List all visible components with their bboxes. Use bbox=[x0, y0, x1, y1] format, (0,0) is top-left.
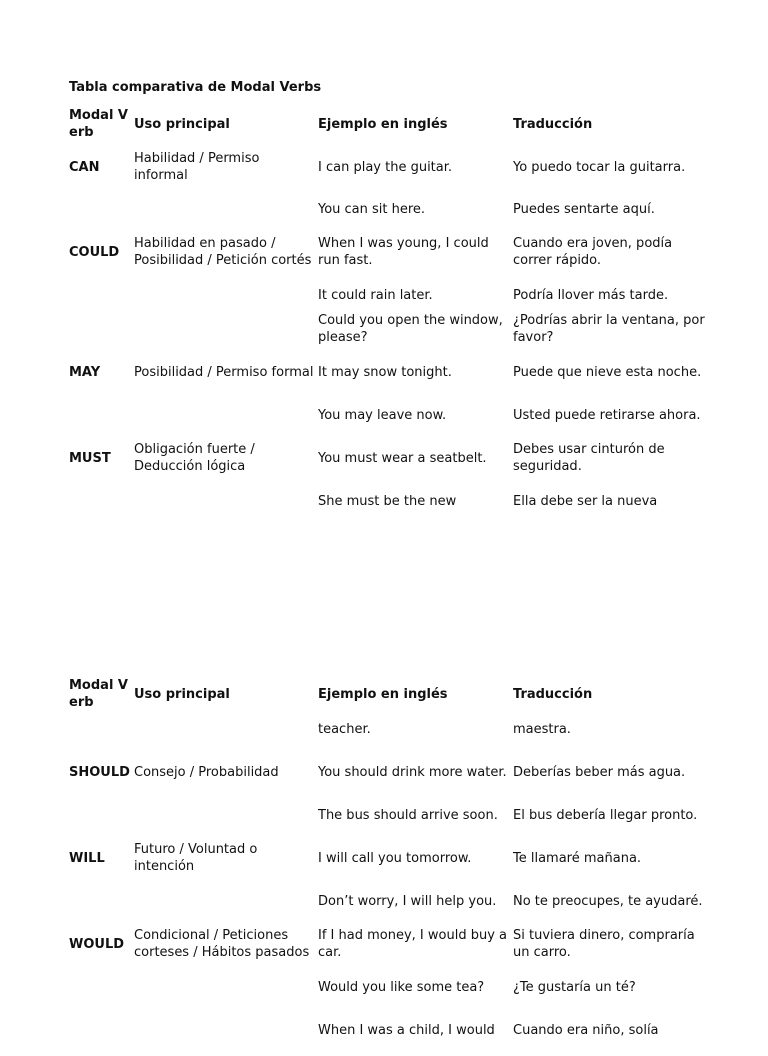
modal-verb-cell: WOULD bbox=[69, 936, 125, 952]
translation-cell: Cuando era joven, podía correr rápido. bbox=[513, 236, 673, 268]
example-cell: It may snow tonight. bbox=[318, 364, 452, 380]
usage-cell: Futuro / Voluntad o intención bbox=[134, 842, 258, 874]
example-cell: She must be the new bbox=[318, 493, 457, 509]
table-row bbox=[69, 712, 709, 746]
translation-cell: Usted puede retirarse ahora. bbox=[513, 407, 701, 423]
table-header-row bbox=[69, 676, 709, 712]
modal-verb-cell: SHOULD bbox=[69, 764, 130, 780]
usage-cell: Obligación fuerte / Deducción lógica bbox=[134, 442, 255, 474]
modal-verb-cell bbox=[69, 1004, 131, 1056]
usage-cell: Habilidad en pasado / Posibilidad / Petición cortés bbox=[134, 236, 312, 268]
modal-verbs-table-2 bbox=[69, 676, 709, 1056]
usage-cell: Posibilidad / Permiso formal bbox=[134, 364, 314, 380]
usage-cell bbox=[134, 484, 314, 518]
translation-cell: Puede que nieve esta noche. bbox=[513, 364, 702, 380]
usage-cell bbox=[134, 278, 314, 312]
translation-cell: Debes usar cinturón de seguridad. bbox=[513, 442, 665, 474]
example-cell: It could rain later. bbox=[318, 287, 433, 303]
table-row bbox=[69, 484, 709, 518]
modal-verb-cell bbox=[69, 398, 131, 432]
translation-cell: Yo puedo tocar la guitarra. bbox=[513, 159, 686, 175]
modal-verb-cell: WILL bbox=[69, 850, 105, 866]
usage-cell bbox=[134, 712, 314, 746]
modal-verb-cell: MAY bbox=[69, 364, 101, 380]
usage-cell bbox=[134, 1004, 314, 1056]
table-row bbox=[69, 884, 709, 918]
column-header: Uso principal bbox=[134, 686, 230, 702]
table-row bbox=[69, 970, 709, 1004]
column-header: Ejemplo en inglés bbox=[318, 686, 448, 702]
modal-verb-cell bbox=[69, 712, 131, 746]
table-row bbox=[69, 398, 709, 432]
column-header: Ejemplo en inglés bbox=[318, 116, 448, 132]
table-row bbox=[69, 346, 709, 398]
translation-cell: Puedes sentarte aquí. bbox=[513, 201, 655, 217]
translation-cell: El bus debería llegar pronto. bbox=[513, 807, 698, 823]
table-row bbox=[69, 142, 709, 192]
table-row bbox=[69, 278, 709, 312]
modal-verb-cell: CAN bbox=[69, 159, 100, 175]
document-title: Tabla comparativa de Modal Verbs bbox=[69, 80, 322, 95]
column-header: Modal Verb bbox=[69, 678, 128, 710]
usage-cell bbox=[134, 884, 314, 918]
table-header-row bbox=[69, 106, 709, 142]
usage-cell bbox=[134, 312, 314, 346]
example-cell: I will call you tomorrow. bbox=[318, 850, 472, 866]
example-cell: The bus should arrive soon. bbox=[318, 807, 498, 823]
modal-verb-cell bbox=[69, 484, 131, 518]
example-cell: I can play the guitar. bbox=[318, 159, 453, 175]
modal-verb-cell bbox=[69, 312, 131, 346]
usage-cell bbox=[134, 192, 314, 226]
modal-verb-cell bbox=[69, 192, 131, 226]
modal-verb-cell bbox=[69, 884, 131, 918]
translation-cell: ¿Te gustaría un té? bbox=[513, 979, 636, 995]
column-header: Traducción bbox=[513, 116, 593, 132]
translation-cell: Ella debe ser la nueva bbox=[513, 493, 658, 509]
translation-cell: Podría llover más tarde. bbox=[513, 287, 669, 303]
example-cell: You may leave now. bbox=[318, 407, 447, 423]
column-header: Traducción bbox=[513, 686, 593, 702]
translation-cell: ¿Podrías abrir la ventana, por favor? bbox=[513, 313, 705, 345]
example-cell: You can sit here. bbox=[318, 201, 426, 217]
usage-cell bbox=[134, 398, 314, 432]
table-row bbox=[69, 226, 709, 278]
example-cell: If I had money, I would buy a car. bbox=[318, 928, 507, 960]
modal-verb-cell: COULD bbox=[69, 244, 120, 260]
table-row bbox=[69, 432, 709, 484]
example-cell: Don’t worry, I will help you. bbox=[318, 893, 497, 909]
column-header: Modal Verb bbox=[69, 108, 128, 140]
translation-cell: maestra. bbox=[513, 721, 571, 737]
modal-verb-cell bbox=[69, 278, 131, 312]
usage-cell bbox=[134, 970, 314, 1004]
table-row bbox=[69, 832, 709, 884]
translation-cell: Te llamaré mañana. bbox=[513, 850, 642, 866]
modal-verb-cell: MUST bbox=[69, 450, 111, 466]
table-row bbox=[69, 312, 709, 346]
column-header: Uso principal bbox=[134, 116, 230, 132]
table-row bbox=[69, 918, 709, 970]
translation-cell: Cuando era niño, solía bbox=[513, 1022, 659, 1038]
table-row bbox=[69, 192, 709, 226]
modal-verb-cell bbox=[69, 970, 131, 1004]
table-row bbox=[69, 798, 709, 832]
example-cell: When I was young, I could run fast. bbox=[318, 236, 489, 268]
translation-cell: Deberías beber más agua. bbox=[513, 764, 686, 780]
usage-cell: Condicional / Peticiones corteses / Hábitos pasados bbox=[134, 928, 310, 960]
translation-cell: No te preocupes, te ayudaré. bbox=[513, 893, 703, 909]
usage-cell: Consejo / Probabilidad bbox=[134, 764, 279, 780]
example-cell: When I was a child, I would bbox=[318, 1022, 495, 1038]
example-cell: Could you open the window, please? bbox=[318, 313, 503, 345]
table-row bbox=[69, 1004, 709, 1056]
table-row bbox=[69, 746, 709, 798]
usage-cell bbox=[134, 798, 314, 832]
usage-cell: Habilidad / Permiso informal bbox=[134, 151, 260, 183]
example-cell: Would you like some tea? bbox=[318, 979, 485, 995]
example-cell: You should drink more water. bbox=[318, 764, 507, 780]
modal-verb-cell bbox=[69, 798, 131, 832]
example-cell: You must wear a seatbelt. bbox=[318, 450, 487, 466]
modal-verbs-table-1 bbox=[69, 106, 709, 518]
translation-cell: Si tuviera dinero, compraría un carro. bbox=[513, 928, 695, 960]
example-cell: teacher. bbox=[318, 721, 371, 737]
